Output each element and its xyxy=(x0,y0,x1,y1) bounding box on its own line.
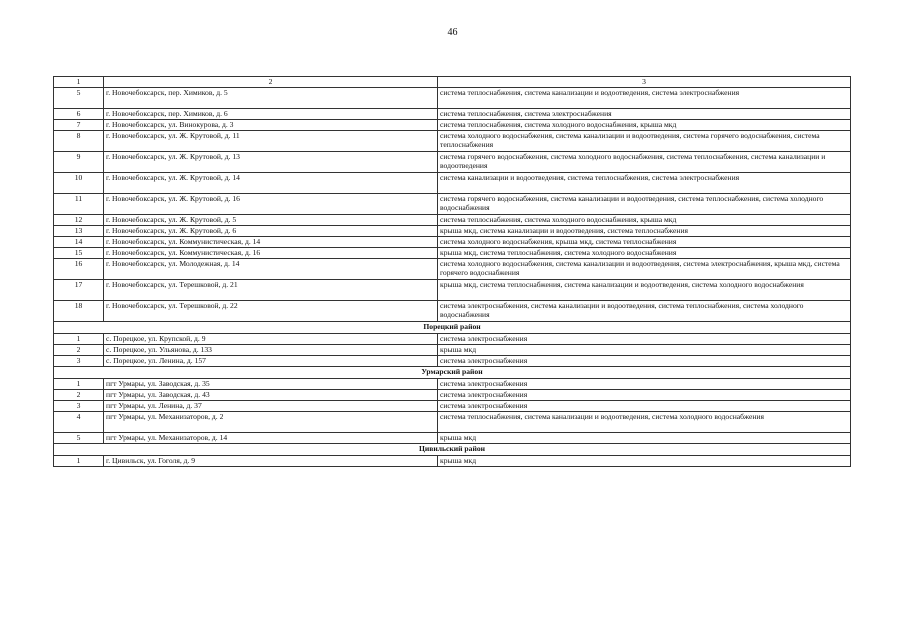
row-number: 18 xyxy=(54,301,104,322)
row-number: 1 xyxy=(54,456,104,467)
row-number: 9 xyxy=(54,152,104,173)
row-number: 16 xyxy=(54,259,104,280)
table-row xyxy=(54,248,851,259)
section-header-row xyxy=(54,322,851,334)
row-systems: система горячего водоснабжения, система холодного водоснабжения, система теплоснабжения, система канализации и водоотведения xyxy=(438,152,851,173)
row-number: 13 xyxy=(54,226,104,237)
row-address: г. Новочебоксарск, ул. Ж. Крутовой, д. 13 xyxy=(104,152,438,173)
row-address: г. Новочебоксарск, ул. Ж. Крутовой, д. 16 xyxy=(104,194,438,215)
row-address: г. Новочебоксарск, ул. Винокурова, д. 3 xyxy=(104,120,438,131)
row-address: с. Порецкое, ул. Ленина, д. 157 xyxy=(104,356,438,367)
row-number: 14 xyxy=(54,237,104,248)
row-address: пгт Урмары, ул. Ленина, д. 37 xyxy=(104,401,438,412)
row-address: г. Новочебоксарск, ул. Ж. Крутовой, д. 5 xyxy=(104,215,438,226)
table-row xyxy=(54,345,851,356)
row-address: г. Новочебоксарск, ул. Терешковой, д. 21 xyxy=(104,280,438,301)
section-title: Цивильский район xyxy=(54,444,851,456)
table-row xyxy=(54,237,851,248)
table-row xyxy=(54,280,851,301)
row-systems: система электроснабжения xyxy=(438,356,851,367)
row-systems: система холодного водоснабжения, система канализации и водоотведения, система электроснабжения, крыша мкд, система горячего водоснабжения xyxy=(438,259,851,280)
row-systems: система теплоснабжения, система канализации и водоотведения, система холодного водоснабжения xyxy=(438,412,851,433)
row-number: 11 xyxy=(54,194,104,215)
column-systems-header: 3 xyxy=(438,77,851,88)
row-systems: крыша мкд xyxy=(438,433,851,444)
row-systems: крыша мкд, система теплоснабжения, система канализации и водоотведения, система холодного водоснабжения xyxy=(438,280,851,301)
row-address: г. Цивильск, ул. Гоголя, д. 9 xyxy=(104,456,438,467)
row-number: 10 xyxy=(54,173,104,194)
row-systems: крыша мкд, система канализации и водоотведения, система теплоснабжения xyxy=(438,226,851,237)
table-row xyxy=(54,109,851,120)
row-number: 12 xyxy=(54,215,104,226)
row-address: с. Порецкое, ул. Ульянова, д. 133 xyxy=(104,345,438,356)
table-row xyxy=(54,379,851,390)
row-systems: система холодного водоснабжения, система канализации и водоотведения, система горячего водоснабжения, система теплоснабжения xyxy=(438,131,851,152)
table-row xyxy=(54,301,851,322)
table-header-row xyxy=(54,77,851,88)
section-title: Урмарский район xyxy=(54,367,851,379)
row-number: 5 xyxy=(54,433,104,444)
table-row xyxy=(54,356,851,367)
table-row xyxy=(54,433,851,444)
table-row xyxy=(54,131,851,152)
row-systems: система электроснабжения xyxy=(438,379,851,390)
column-number-header: 1 xyxy=(54,77,104,88)
row-systems: система горячего водоснабжения, система канализации и водоотведения, система теплоснабжения, система холодного водоснабжения xyxy=(438,194,851,215)
row-address: г. Новочебоксарск, ул. Ж. Крутовой, д. 6 xyxy=(104,226,438,237)
row-address: пгт Урмары, ул. Заводская, д. 43 xyxy=(104,390,438,401)
row-number: 2 xyxy=(54,345,104,356)
table-row xyxy=(54,120,851,131)
row-systems: крыша мкд, система теплоснабжения, система холодного водоснабжения xyxy=(438,248,851,259)
table-row xyxy=(54,334,851,345)
row-systems: система теплоснабжения, система электроснабжения xyxy=(438,109,851,120)
row-systems: система теплоснабжения, система канализации и водоотведения, система электроснабжения xyxy=(438,88,851,109)
row-address: г. Новочебоксарск, ул. Терешковой, д. 22 xyxy=(104,301,438,322)
row-systems: система канализации и водоотведения, система теплоснабжения, система электроснабжения xyxy=(438,173,851,194)
row-address: пгт Урмары, ул. Механизаторов, д. 2 xyxy=(104,412,438,433)
row-systems: система электроснабжения xyxy=(438,390,851,401)
row-systems: система электроснабжения xyxy=(438,334,851,345)
table-row xyxy=(54,412,851,433)
row-address: г. Новочебоксарск, ул. Коммунистическая, д. 14 xyxy=(104,237,438,248)
row-systems: система холодного водоснабжения, крыша мкд, система теплоснабжения xyxy=(438,237,851,248)
row-address: с. Порецкое, ул. Крупской, д. 9 xyxy=(104,334,438,345)
row-address: г. Новочебоксарск, ул. Ж. Крутовой, д. 11 xyxy=(104,131,438,152)
page-number: 46 xyxy=(447,27,458,38)
row-number: 4 xyxy=(54,412,104,433)
row-number: 1 xyxy=(54,379,104,390)
table-row xyxy=(54,215,851,226)
row-systems: система теплоснабжения, система холодного водоснабжения, крыша мкд xyxy=(438,215,851,226)
row-number: 7 xyxy=(54,120,104,131)
row-number: 3 xyxy=(54,356,104,367)
row-address: г. Новочебоксарск, пер. Химиков, д. 6 xyxy=(104,109,438,120)
row-address: г. Новочебоксарск, ул. Коммунистическая, д. 16 xyxy=(104,248,438,259)
row-number: 1 xyxy=(54,334,104,345)
row-systems: крыша мкд xyxy=(438,345,851,356)
row-number: 6 xyxy=(54,109,104,120)
row-systems: крыша мкд xyxy=(438,456,851,467)
section-header-row xyxy=(54,444,851,456)
section-title: Порецкий район xyxy=(54,322,851,334)
row-number: 5 xyxy=(54,88,104,109)
row-address: пгт Урмары, ул. Механизаторов, д. 14 xyxy=(104,433,438,444)
table-row xyxy=(54,259,851,280)
row-number: 2 xyxy=(54,390,104,401)
table-row xyxy=(54,226,851,237)
table-row xyxy=(54,173,851,194)
row-number: 17 xyxy=(54,280,104,301)
table-row xyxy=(54,88,851,109)
table-row xyxy=(54,456,851,467)
table-row xyxy=(54,390,851,401)
row-systems: система теплоснабжения, система холодного водоснабжения, крыша мкд xyxy=(438,120,851,131)
document-table xyxy=(53,76,851,467)
row-address: г. Новочебоксарск, ул. Ж. Крутовой, д. 14 xyxy=(104,173,438,194)
row-address: г. Новочебоксарск, ул. Молодежная, д. 14 xyxy=(104,259,438,280)
table-row xyxy=(54,152,851,173)
row-number: 3 xyxy=(54,401,104,412)
row-number: 8 xyxy=(54,131,104,152)
row-number: 15 xyxy=(54,248,104,259)
row-systems: система электроснабжения xyxy=(438,401,851,412)
section-header-row xyxy=(54,367,851,379)
row-address: г. Новочебоксарск, пер. Химиков, д. 5 xyxy=(104,88,438,109)
table-row xyxy=(54,401,851,412)
column-address-header: 2 xyxy=(104,77,438,88)
row-systems: система электроснабжения, система канализации и водоотведения, система теплоснабжения, система холодного водоснабжения xyxy=(438,301,851,322)
table-row xyxy=(54,194,851,215)
row-address: пгт Урмары, ул. Заводская, д. 35 xyxy=(104,379,438,390)
